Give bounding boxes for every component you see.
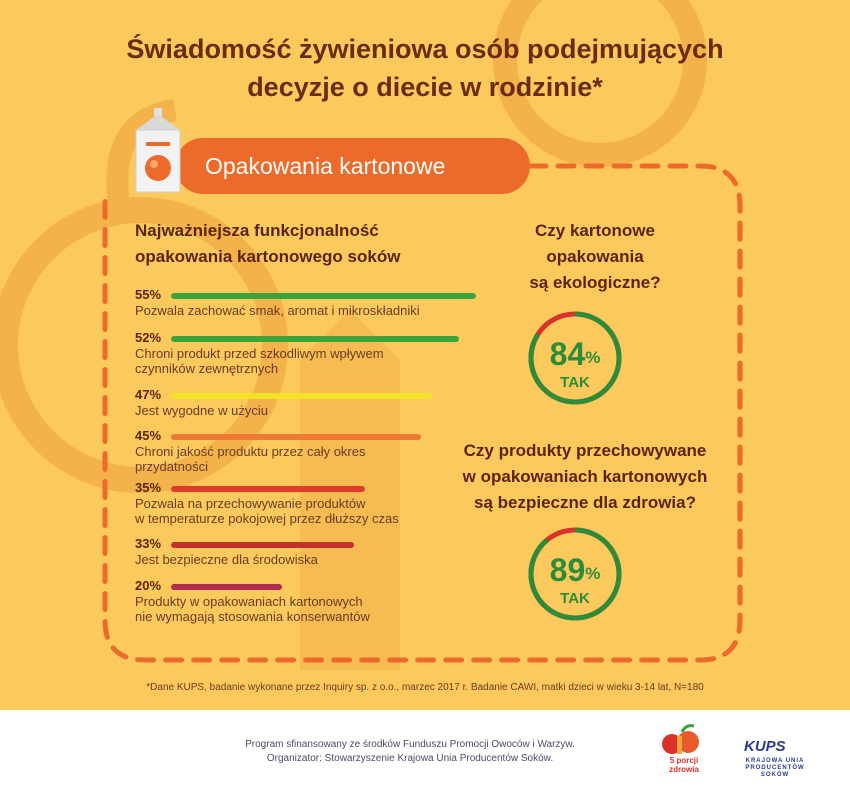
bar-value-label: 45% — [135, 428, 162, 443]
kups-logo: KUPS — [744, 738, 786, 755]
bar-category-label: Jest wygodne w użyciu — [135, 403, 268, 418]
bar-category-label: Produkty w opakowaniach kartonowych nie wymagają stosowania konserwantów — [135, 594, 370, 624]
footer — [0, 710, 850, 786]
question-line: opakowania — [546, 247, 644, 266]
five-portions-logo-icon — [660, 724, 704, 760]
bar — [171, 434, 421, 440]
bar-chart-heading-line-2: opakowania kartonowego soków — [135, 247, 401, 266]
question-line: w opakowaniach kartonowych — [462, 467, 708, 486]
bar-category-label: Pozwala na przechowywanie produktów w temperaturze pokojowej przez dłuższy czas — [135, 496, 399, 526]
title-line-2: decyzje o diecie w rodzinie* — [247, 72, 603, 102]
gauge-safety-unit: % — [585, 564, 601, 583]
bar — [171, 486, 365, 492]
question-safety — [420, 438, 750, 516]
gauge-eco-label: TAK — [560, 374, 590, 391]
bar — [171, 584, 282, 590]
gauge-safety-value — [525, 553, 625, 587]
gauge-eco-unit: % — [585, 348, 601, 367]
bar-value-label: 55% — [135, 287, 162, 302]
footer-line-1: Program sfinansowany ze środków Funduszu Promocji Owoców i Warzyw. — [245, 739, 575, 750]
juice-carton-icon — [128, 108, 188, 198]
five-portions-logo-text: 5 porcji zdrowia — [669, 756, 699, 774]
question-line: są ekologiczne? — [529, 273, 661, 292]
bar — [171, 293, 476, 299]
question-eco — [480, 218, 710, 296]
bar-category-label: Jest bezpieczne dla środowiska — [135, 552, 318, 567]
bar-category-label: Pozwala zachować smak, aromat i mikroskładniki — [135, 303, 420, 318]
bar-category-label: Chroni jakość produktu przez cały okres przydatności — [135, 444, 366, 474]
bar-value-label: 20% — [135, 578, 162, 593]
question-line: są bezpieczne dla zdrowia? — [473, 493, 696, 512]
gauge-safety-number: 89 — [549, 552, 586, 588]
bar-value-label: 52% — [135, 330, 162, 345]
bar-category-label: Chroni produkt przed szkodliwym wpływem czynników zewnętrznych — [135, 346, 384, 376]
footer-text — [215, 738, 605, 766]
section-banner-label: Opakowania kartonowe — [205, 153, 446, 179]
bar-value-label: 47% — [135, 387, 162, 402]
bar-value-label: 35% — [135, 480, 162, 495]
footnote: *Dane KUPS, badanie wykonane przez Inquiry sp. z o.o., marzec 2017 r. Badanie CAWI, matki dzieci w wieku 3-14 lat, N=180 — [146, 682, 704, 693]
gauge-safety-label: TAK — [560, 590, 590, 607]
title-line-1: Świadomość żywieniowa osób podejmujących — [126, 34, 724, 64]
bar-chart-heading — [135, 218, 475, 270]
bar — [171, 336, 459, 342]
gauge-eco-number: 84 — [549, 336, 586, 372]
bar — [171, 542, 354, 548]
bar — [171, 393, 432, 399]
footer-line-2: Organizator: Stowarzyszenie Krajowa Unia Producentów Soków. — [266, 753, 554, 764]
kups-logo-subtitle: KRAJOWA UNIA PRODUCENTÓW SOKÓW — [745, 758, 805, 778]
question-line: Czy kartonowe — [535, 221, 655, 240]
question-line: Czy produkty przechowywane — [463, 441, 707, 460]
gauge-eco-value — [525, 337, 625, 371]
bar-value-label: 33% — [135, 536, 162, 551]
bar-chart-heading-line-1: Najważniejsza funkcjonalność — [135, 221, 379, 240]
